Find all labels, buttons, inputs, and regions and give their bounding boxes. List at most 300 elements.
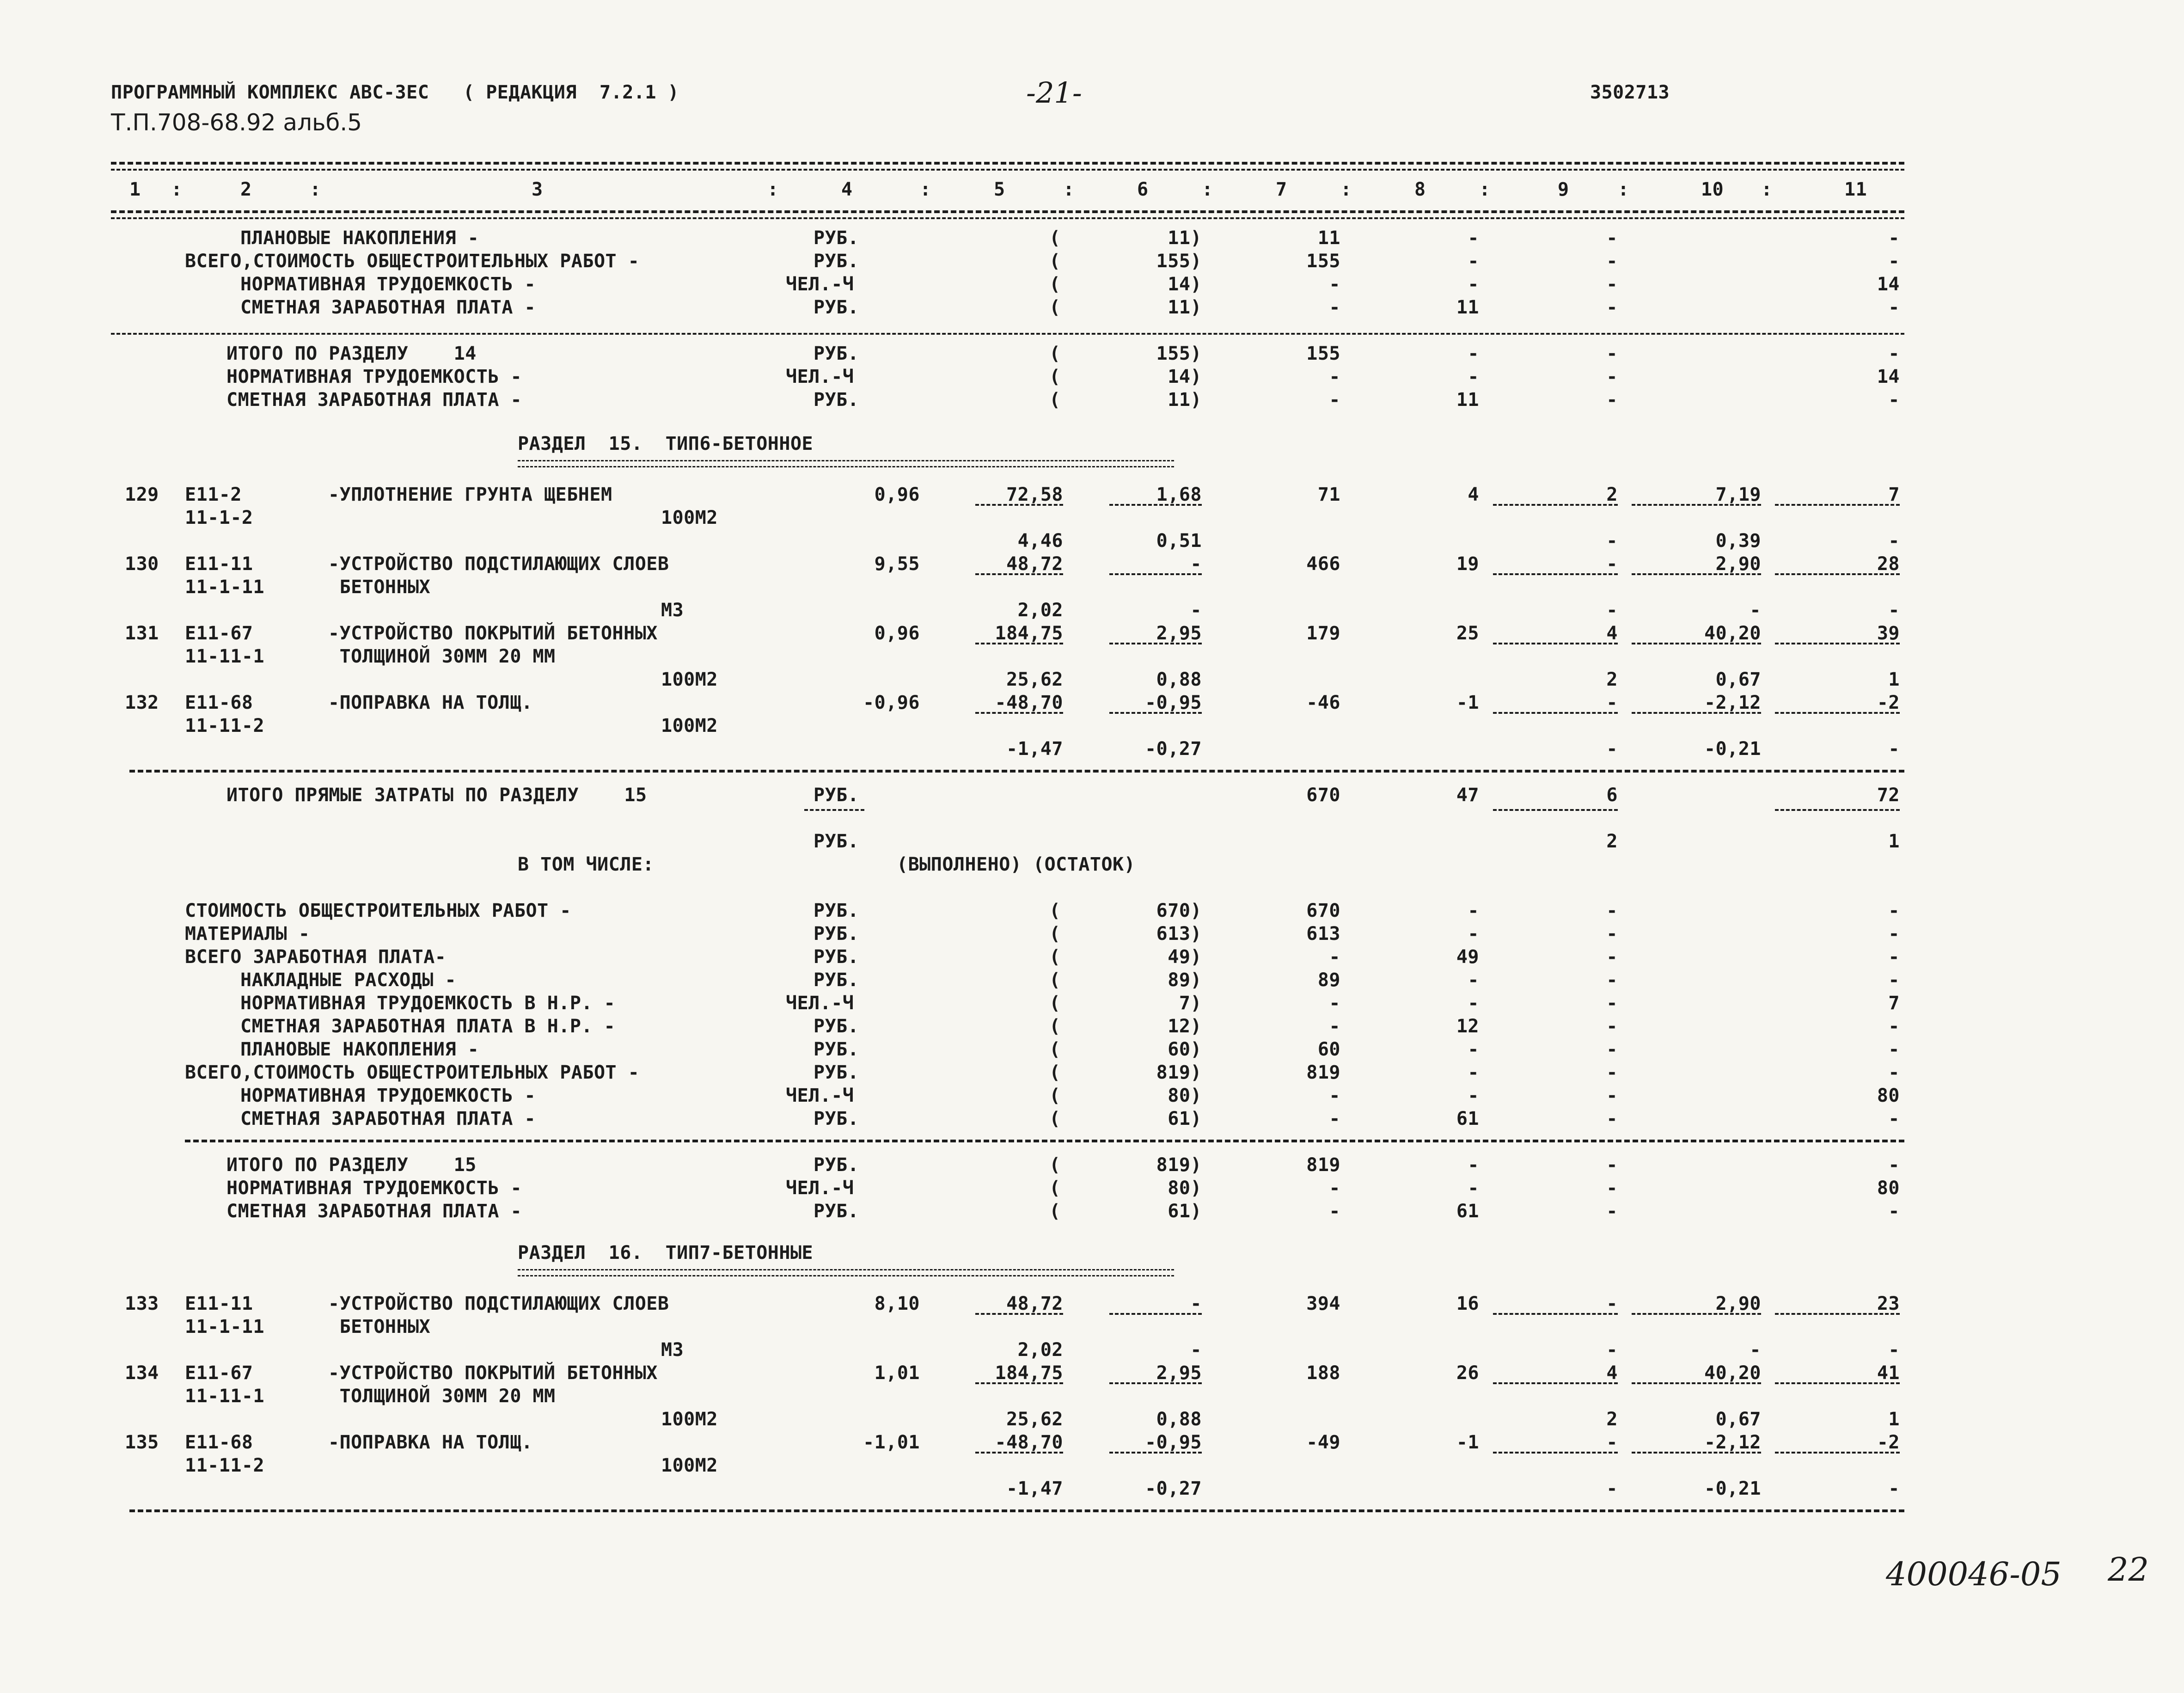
machines: -	[1606, 738, 1618, 760]
price-code: Е11-2	[185, 484, 242, 505]
total-cost: 188	[1306, 1362, 1340, 1384]
row-number: 133	[125, 1293, 159, 1314]
bracket-open: (	[1049, 1201, 1061, 1222]
bracket-open: (	[1049, 1062, 1061, 1083]
labor-total: -2	[1877, 1432, 1900, 1453]
unit: РУБ.	[814, 785, 859, 806]
unit-cost-2: 14)	[1168, 274, 1202, 295]
machines: -	[1606, 1178, 1618, 1199]
labor-total: -	[1888, 343, 1900, 364]
machines: -	[1606, 923, 1618, 945]
unit-cost: 2,02	[1017, 600, 1063, 621]
unit: ЧЕЛ.-Ч	[786, 1085, 854, 1106]
column-separator: :	[1063, 179, 1075, 200]
unit-cost: 48,72	[1006, 553, 1063, 575]
item-name: ПЛАНОВЫЕ НАКОПЛЕНИЯ -	[240, 227, 479, 249]
total-cost: -	[1329, 1201, 1340, 1222]
measure-unit: М3	[661, 1339, 684, 1361]
column-number-3: 3	[532, 179, 543, 200]
total-cost: -	[1329, 274, 1340, 295]
unit-cost-2: 613)	[1156, 923, 1202, 945]
unit-cost: 184,75	[995, 1362, 1063, 1384]
cell-underline	[975, 712, 1063, 714]
handwritten-code: 400046-05	[1886, 1555, 2062, 1593]
unit-cost: -48,70	[995, 1432, 1063, 1453]
labor-norm: 2,90	[1715, 553, 1761, 575]
item-name: -ПОПРАВКА НА ТОЛЩ.	[328, 1432, 533, 1453]
machines: -	[1606, 946, 1618, 968]
header-rule-top	[111, 162, 1904, 165]
cell-underline	[975, 1382, 1063, 1384]
wages: 16	[1456, 1293, 1479, 1314]
wages: -	[1468, 969, 1479, 991]
machines: -	[1606, 1108, 1618, 1129]
unit-cost-2: 11)	[1168, 227, 1202, 249]
labor-total: -	[1888, 1062, 1900, 1083]
machines: -	[1606, 1154, 1618, 1176]
labor-total: 28	[1877, 553, 1900, 575]
unit-cost: -1,47	[1006, 1478, 1063, 1499]
total-cost: -	[1329, 366, 1340, 387]
item-name: СМЕТНАЯ ЗАРАБОТНАЯ ПЛАТА В Н.Р. -	[240, 1016, 616, 1037]
column-separator: :	[171, 179, 183, 200]
header-rule-top-2	[111, 169, 1904, 171]
item-name: НОРМАТИВНАЯ ТРУДОЕМКОСТЬ В Н.Р. -	[240, 993, 616, 1014]
wages: 11	[1456, 389, 1479, 411]
item-name: -УСТРОЙСТВО ПОКРЫТИЙ БЕТОННЫХ	[328, 623, 658, 644]
labor-total: -	[1888, 1108, 1900, 1129]
measure-unit: 100М2	[661, 715, 718, 736]
cell-underline	[975, 1313, 1063, 1315]
wages: -	[1468, 1039, 1479, 1060]
machines: -	[1606, 389, 1618, 411]
wages: 49	[1456, 946, 1479, 968]
bracket-open: (	[1049, 1178, 1061, 1199]
wages: -	[1468, 366, 1479, 387]
labor-total: 1	[1888, 831, 1900, 852]
unit-cost-2: 80)	[1168, 1085, 1202, 1106]
unit-cost-2: 12)	[1168, 1016, 1202, 1037]
item-name: БЕТОННЫХ	[328, 577, 431, 598]
item-name: ПЛАНОВЫЕ НАКОПЛЕНИЯ -	[240, 1039, 479, 1060]
labor-norm: -2,12	[1704, 1432, 1761, 1453]
unit-cost-2: 2,95	[1156, 1362, 1202, 1384]
total-cost: 89	[1317, 969, 1340, 991]
labor-norm: -2,12	[1704, 692, 1761, 713]
item-name: НОРМАТИВНАЯ ТРУДОЕМКОСТЬ -	[240, 274, 536, 295]
item-name: СМЕТНАЯ ЗАРАБОТНАЯ ПЛАТА -	[240, 297, 536, 318]
item-name: -УСТРОЙСТВО ПОКРЫТИЙ БЕТОННЫХ	[328, 1362, 658, 1384]
machines: -	[1606, 692, 1618, 713]
unit-cost-2: 155)	[1156, 251, 1202, 272]
cell-underline	[1109, 1452, 1202, 1454]
machines: -	[1606, 1293, 1618, 1314]
price-code: 11-11-1	[185, 1386, 265, 1407]
quantity: 9,55	[874, 553, 920, 575]
header-rule-bottom	[111, 210, 1904, 213]
cell-underline	[1775, 1382, 1900, 1384]
labor-total: -	[1888, 1201, 1900, 1222]
row-number: 130	[125, 553, 159, 575]
labor-total: 7	[1888, 993, 1900, 1014]
album-reference: Т.П.708-68.92 альб.5	[111, 109, 362, 136]
labor-total: -	[1888, 900, 1900, 921]
column-number-11: 11	[1844, 179, 1867, 200]
total-cost: -49	[1306, 1432, 1340, 1453]
column-separator: :	[310, 179, 321, 200]
wages: -1	[1456, 692, 1479, 713]
labor-total: 80	[1877, 1178, 1900, 1199]
rule-bottom	[129, 1509, 1904, 1512]
cell-underline	[975, 1452, 1063, 1454]
unit-cost-2: 14)	[1168, 366, 1202, 387]
item-name: ИТОГО ПО РАЗДЕЛУ 14	[226, 343, 477, 364]
labor-total: -	[1888, 923, 1900, 945]
machines: 2	[1606, 831, 1618, 852]
bracket-open: (	[1049, 1039, 1061, 1060]
item-name: СМЕТНАЯ ЗАРАБОТНАЯ ПЛАТА -	[226, 389, 522, 411]
machines: -	[1606, 969, 1618, 991]
cell-underline	[975, 573, 1063, 575]
cell-underline	[1775, 573, 1900, 575]
unit-cost-2: 7)	[1179, 993, 1202, 1014]
wages: 12	[1456, 1016, 1479, 1037]
machines: -	[1606, 1085, 1618, 1106]
labor-total: -	[1888, 297, 1900, 318]
measure-unit: 100М2	[661, 1455, 718, 1476]
total-cost: -	[1329, 1108, 1340, 1129]
row-number: 132	[125, 692, 159, 713]
machines: -	[1606, 553, 1618, 575]
machines: -	[1606, 274, 1618, 295]
cell-underline	[1775, 1452, 1900, 1454]
cell-underline	[1109, 712, 1202, 714]
unit: РУБ.	[814, 251, 859, 272]
cell-underline	[1632, 643, 1761, 644]
measure-unit: 100М2	[661, 1409, 718, 1430]
total-cost: 179	[1306, 623, 1340, 644]
section-15-underline	[518, 460, 1174, 467]
bracket-open: (	[1049, 946, 1061, 968]
sheet-number: 22	[2108, 1551, 2149, 1589]
labor-total: 80	[1877, 1085, 1900, 1106]
wages: 61	[1456, 1201, 1479, 1222]
unit-cost-2: -0,27	[1145, 1478, 1202, 1499]
total-cost: -	[1329, 1178, 1340, 1199]
machines: -	[1606, 1339, 1618, 1361]
column-number-5: 5	[994, 179, 1005, 200]
bracket-open: (	[1049, 900, 1061, 921]
wages: 25	[1456, 623, 1479, 644]
machines: -	[1606, 366, 1618, 387]
item-name: -ПОПРАВКА НА ТОЛЩ.	[328, 692, 533, 713]
unit: РУБ.	[814, 297, 859, 318]
labor-total: 72	[1877, 785, 1900, 806]
total-cost: -	[1329, 297, 1340, 318]
unit-cost: 72,58	[1006, 484, 1063, 505]
bracket-open: (	[1049, 1108, 1061, 1129]
machines: -	[1606, 600, 1618, 621]
bracket-open: (	[1049, 923, 1061, 945]
wages: 26	[1456, 1362, 1479, 1384]
v-tom-chisle-label: В ТОМ ЧИСЛЕ:	[518, 854, 654, 875]
labor-total: 14	[1877, 274, 1900, 295]
unit: ЧЕЛ.-Ч	[786, 993, 854, 1014]
bracket-open: (	[1049, 366, 1061, 387]
item-name: БЕТОННЫХ	[328, 1316, 431, 1337]
unit: РУБ.	[814, 1108, 859, 1129]
unit-cost-2: 11)	[1168, 297, 1202, 318]
row-number: 135	[125, 1432, 159, 1453]
header-rule-bottom-2	[111, 217, 1904, 219]
wages: -	[1468, 1062, 1479, 1083]
cell-underline	[1775, 809, 1900, 811]
unit: РУБ.	[814, 969, 859, 991]
wages: -	[1468, 900, 1479, 921]
unit: РУБ.	[814, 1154, 859, 1176]
bracket-open: (	[1049, 993, 1061, 1014]
unit: РУБ.	[814, 946, 859, 968]
unit-cost-2: 61)	[1168, 1201, 1202, 1222]
price-code: 11-1-11	[185, 1316, 265, 1337]
price-code: 11-1-11	[185, 577, 265, 598]
cell-underline	[1493, 573, 1618, 575]
wages: 11	[1456, 297, 1479, 318]
unit-cost-2: -	[1190, 553, 1202, 575]
unit-cost-2: 0,88	[1156, 669, 1202, 690]
labor-total: -	[1888, 1478, 1900, 1499]
unit-cost-2: -0,95	[1145, 692, 1202, 713]
total-cost: 819	[1306, 1154, 1340, 1176]
machines: 2	[1606, 669, 1618, 690]
unit: ЧЕЛ.-Ч	[786, 366, 854, 387]
total-cost: -	[1329, 389, 1340, 411]
unit-cost: 2,02	[1017, 1339, 1063, 1361]
total-cost: 613	[1306, 923, 1340, 945]
cell-underline	[1493, 504, 1618, 506]
labor-total: -2	[1877, 692, 1900, 713]
cell-underline	[1632, 573, 1761, 575]
section-16-underline	[518, 1269, 1174, 1276]
labor-total: -	[1888, 1039, 1900, 1060]
wages: -	[1468, 1178, 1479, 1199]
unit-cost: -48,70	[995, 692, 1063, 713]
item-name: МАТЕРИАЛЫ -	[185, 923, 310, 945]
wages: -	[1468, 923, 1479, 945]
labor-total: 41	[1877, 1362, 1900, 1384]
price-code: 11-11-2	[185, 715, 265, 736]
labor-norm: -0,21	[1704, 738, 1761, 760]
cell-underline	[804, 809, 864, 811]
labor-total: -	[1888, 530, 1900, 552]
column-separator: :	[1618, 179, 1629, 200]
cell-underline	[1109, 504, 1202, 506]
unit-cost-2: 155)	[1156, 343, 1202, 364]
section-16-title: РАЗДЕЛ 16. ТИП7-БЕТОННЫЕ	[518, 1242, 814, 1264]
machines: 4	[1606, 1362, 1618, 1384]
unit-cost-2: 89)	[1168, 969, 1202, 991]
measure-unit: 100М2	[661, 507, 718, 528]
unit-cost-2: 49)	[1168, 946, 1202, 968]
measure-unit: 100М2	[661, 669, 718, 690]
bracket-open: (	[1049, 1154, 1061, 1176]
unit-cost-2: -	[1190, 600, 1202, 621]
column-number-2: 2	[240, 179, 252, 200]
machines: 4	[1606, 623, 1618, 644]
unit: РУБ.	[814, 1016, 859, 1037]
bracket-open: (	[1049, 343, 1061, 364]
unit-cost-2: 819)	[1156, 1154, 1202, 1176]
unit-cost-2: 2,95	[1156, 623, 1202, 644]
machines: -	[1606, 1062, 1618, 1083]
unit: РУБ.	[814, 923, 859, 945]
cell-underline	[1109, 1382, 1202, 1384]
unit-cost: 25,62	[1006, 669, 1063, 690]
bracket-open: (	[1049, 227, 1061, 249]
machines: -	[1606, 343, 1618, 364]
wages: -1	[1456, 1432, 1479, 1453]
cell-underline	[1493, 1382, 1618, 1384]
unit-cost-2: 11)	[1168, 389, 1202, 411]
unit-cost: -1,47	[1006, 738, 1063, 760]
price-code: Е11-68	[185, 1432, 253, 1453]
machines: -	[1606, 1432, 1618, 1453]
machines: 6	[1606, 785, 1618, 806]
machines: 2	[1606, 484, 1618, 505]
price-code: Е11-67	[185, 623, 253, 644]
labor-total: -	[1888, 1016, 1900, 1037]
total-cost: 60	[1317, 1039, 1340, 1060]
price-code: 11-1-2	[185, 507, 253, 528]
unit-cost-2: 0,51	[1156, 530, 1202, 552]
labor-total: 23	[1877, 1293, 1900, 1314]
labor-norm: 0,67	[1715, 1409, 1761, 1430]
row-number: 129	[125, 484, 159, 505]
cell-underline	[1109, 573, 1202, 575]
cell-underline	[1775, 643, 1900, 644]
row-number: 134	[125, 1362, 159, 1384]
labor-total: -	[1888, 1154, 1900, 1176]
total-cost: -	[1329, 993, 1340, 1014]
labor-total: -	[1888, 227, 1900, 249]
wages: -	[1468, 1154, 1479, 1176]
wages: -	[1468, 251, 1479, 272]
labor-total: -	[1888, 600, 1900, 621]
machines: -	[1606, 227, 1618, 249]
price-code: Е11-67	[185, 1362, 253, 1384]
labor-norm: 40,20	[1704, 1362, 1761, 1384]
wages: 61	[1456, 1108, 1479, 1129]
item-name: СМЕТНАЯ ЗАРАБОТНАЯ ПЛАТА -	[240, 1108, 536, 1129]
item-name: ВСЕГО,СТОИМОСТЬ ОБЩЕСТРОИТЕЛЬНЫХ РАБОТ -	[185, 1062, 640, 1083]
total-cost: 155	[1306, 251, 1340, 272]
total-cost: 71	[1317, 484, 1340, 505]
cell-underline	[1775, 1313, 1900, 1315]
document-code: 3502713	[1590, 82, 1670, 103]
machines: -	[1606, 1039, 1618, 1060]
measure-unit: М3	[661, 600, 684, 621]
machines: -	[1606, 1201, 1618, 1222]
labor-norm: -	[1750, 600, 1761, 621]
wages: -	[1468, 227, 1479, 249]
labor-norm: -	[1750, 1339, 1761, 1361]
unit-cost: 25,62	[1006, 1409, 1063, 1430]
unit: РУБ.	[814, 831, 859, 852]
unit: РУБ.	[814, 900, 859, 921]
column-number-4: 4	[841, 179, 853, 200]
unit-cost-2: -0,27	[1145, 738, 1202, 760]
rule-15-total	[185, 1140, 1904, 1142]
column-number-1: 1	[129, 179, 141, 200]
total-cost: -	[1329, 1085, 1340, 1106]
page-number: -21-	[1026, 76, 1082, 110]
unit-cost-2: 670)	[1156, 900, 1202, 921]
price-code: Е11-11	[185, 553, 253, 575]
price-code: Е11-11	[185, 1293, 253, 1314]
column-separator: :	[1761, 179, 1773, 200]
labor-norm: 40,20	[1704, 623, 1761, 644]
total-cost: -	[1329, 1016, 1340, 1037]
item-name: НОРМАТИВНАЯ ТРУДОЕМКОСТЬ -	[226, 366, 522, 387]
item-name: -УСТРОЙСТВО ПОДСТИЛАЮЩИХ СЛОЕВ	[328, 553, 669, 575]
cell-underline	[975, 504, 1063, 506]
item-name: -УСТРОЙСТВО ПОДСТИЛАЮЩИХ СЛОЕВ	[328, 1293, 669, 1314]
cell-underline	[1775, 504, 1900, 506]
unit-cost-2: 60)	[1168, 1039, 1202, 1060]
total-cost: -	[1329, 946, 1340, 968]
quantity: -0,96	[863, 692, 920, 713]
unit: РУБ.	[814, 1201, 859, 1222]
wages: -	[1468, 1085, 1479, 1106]
bracket-open: (	[1049, 969, 1061, 991]
wages: -	[1468, 274, 1479, 295]
unit-cost: 48,72	[1006, 1293, 1063, 1314]
column-number-7: 7	[1276, 179, 1287, 200]
total-cost: 394	[1306, 1293, 1340, 1314]
cell-underline	[1493, 1452, 1618, 1454]
cell-underline	[1493, 809, 1618, 811]
rule-14-total	[111, 333, 1904, 335]
wages: 4	[1468, 484, 1479, 505]
cell-underline	[1632, 1313, 1761, 1315]
machines: -	[1606, 297, 1618, 318]
labor-total: 14	[1877, 366, 1900, 387]
cell-underline	[1493, 643, 1618, 644]
labor-norm: 2,90	[1715, 1293, 1761, 1314]
quantity: 1,01	[874, 1362, 920, 1384]
cell-underline	[1632, 1452, 1761, 1454]
wages: 19	[1456, 553, 1479, 575]
quantity: 0,96	[874, 484, 920, 505]
item-name: ТОЛЩИНОЙ 30ММ 20 ММ	[328, 646, 556, 667]
labor-total: -	[1888, 251, 1900, 272]
labor-total: -	[1888, 1339, 1900, 1361]
machines: -	[1606, 1478, 1618, 1499]
column-number-9: 9	[1558, 179, 1569, 200]
machines: -	[1606, 530, 1618, 552]
unit-cost: 4,46	[1017, 530, 1063, 552]
column-separator: :	[1479, 179, 1491, 200]
labor-total: -	[1888, 389, 1900, 411]
item-name: НАКЛАДНЫЕ РАСХОДЫ -	[240, 969, 457, 991]
unit-cost-2: 1,68	[1156, 484, 1202, 505]
bracket-open: (	[1049, 1016, 1061, 1037]
item-name: ТОЛЩИНОЙ 30ММ 20 ММ	[328, 1386, 556, 1407]
item-name: ИТОГО ПРЯМЫЕ ЗАТРАТЫ ПО РАЗДЕЛУ 15	[226, 785, 647, 806]
labor-total: 39	[1877, 623, 1900, 644]
quantity: 8,10	[874, 1293, 920, 1314]
unit-cost-2: -	[1190, 1339, 1202, 1361]
